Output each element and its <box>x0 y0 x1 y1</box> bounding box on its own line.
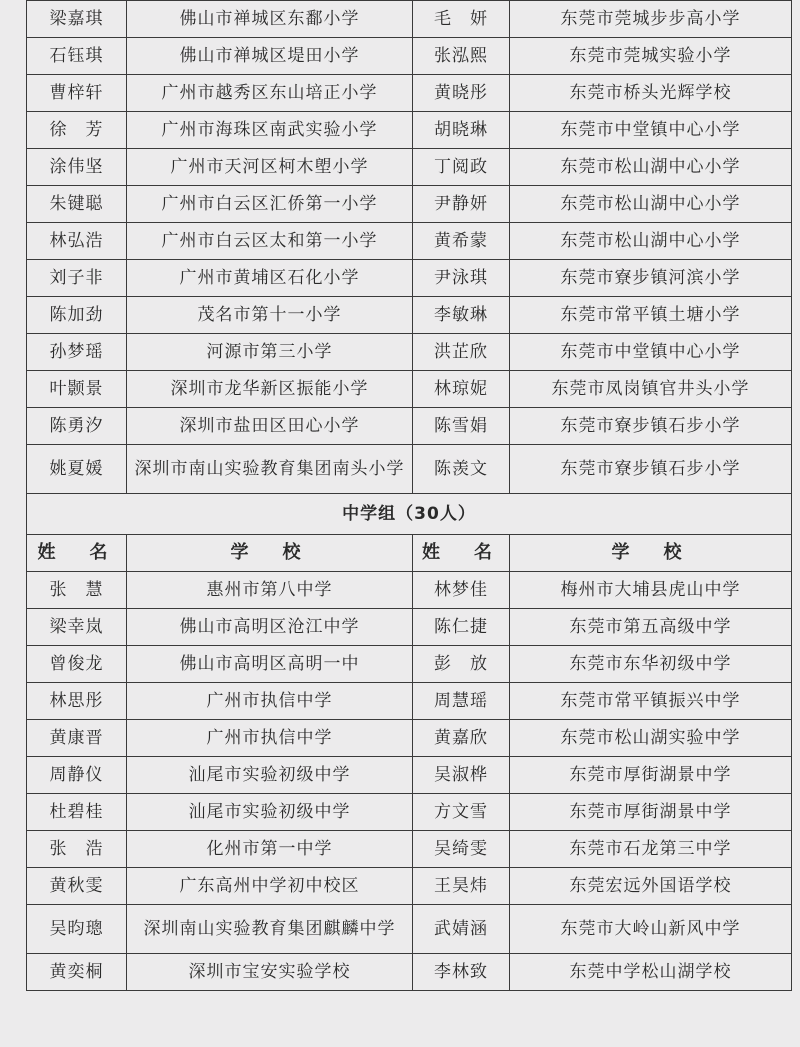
student-name-cell: 刘子非 <box>27 260 127 297</box>
student-name-cell: 陈加劲 <box>27 297 127 334</box>
school-name-cell: 东莞市第五高级中学 <box>510 609 792 646</box>
table-row <box>27 408 792 445</box>
table-row <box>27 757 792 794</box>
table-row <box>27 646 792 683</box>
school-name-cell: 东莞市松山湖中心小学 <box>510 149 792 186</box>
table-row <box>27 868 792 905</box>
school-name-cell: 广东高州中学初中校区 <box>127 868 413 905</box>
student-name-cell: 林思彤 <box>27 683 127 720</box>
student-name-cell: 陈雪娟 <box>413 408 510 445</box>
table-row <box>27 149 792 186</box>
table-row <box>27 334 792 371</box>
school-name-cell: 东莞市莞城步步高小学 <box>510 1 792 38</box>
school-name-cell: 东莞宏远外国语学校 <box>510 868 792 905</box>
table-row <box>27 260 792 297</box>
school-name-cell: 广州市黄埔区石化小学 <box>127 260 413 297</box>
student-name-cell: 陈仁捷 <box>413 609 510 646</box>
school-name-cell: 东莞市莞城实验小学 <box>510 38 792 75</box>
student-name-cell: 方文雪 <box>413 794 510 831</box>
school-name-cell: 广州市海珠区南武实验小学 <box>127 112 413 149</box>
table-row <box>27 609 792 646</box>
student-name-cell: 黄康晋 <box>27 720 127 757</box>
school-name-cell: 东莞市桥头光辉学校 <box>510 75 792 112</box>
school-name-cell: 东莞市寮步镇石步小学 <box>510 445 792 494</box>
middle-group-rows <box>27 572 792 991</box>
school-name-cell: 东莞市大岭山新风中学 <box>510 905 792 954</box>
student-name-cell: 胡晓琳 <box>413 112 510 149</box>
student-name-cell: 涂伟坚 <box>27 149 127 186</box>
student-name-cell: 黄秋雯 <box>27 868 127 905</box>
student-name-cell: 李敏琳 <box>413 297 510 334</box>
school-name-cell: 广州市执信中学 <box>127 683 413 720</box>
school-name-cell: 广州市白云区太和第一小学 <box>127 223 413 260</box>
school-name-cell: 深圳市龙华新区振能小学 <box>127 371 413 408</box>
student-name-cell: 杜碧桂 <box>27 794 127 831</box>
school-name-cell: 东莞市厚街湖景中学 <box>510 794 792 831</box>
student-name-cell: 林琼妮 <box>413 371 510 408</box>
student-name-cell: 朱键聪 <box>27 186 127 223</box>
school-name-cell: 东莞市松山湖中心小学 <box>510 223 792 260</box>
student-name-cell: 石钰琪 <box>27 38 127 75</box>
school-name-cell: 佛山市禅城区堤田小学 <box>127 38 413 75</box>
school-name-cell: 深圳南山实验教育集团麒麟中学 <box>127 905 413 954</box>
school-name-cell: 茂名市第十一小学 <box>127 297 413 334</box>
student-name-cell: 黄希蒙 <box>413 223 510 260</box>
school-name-cell: 梅州市大埔县虎山中学 <box>510 572 792 609</box>
school-name-cell: 广州市天河区柯木塱小学 <box>127 149 413 186</box>
student-name-cell: 陈羡文 <box>413 445 510 494</box>
student-name-cell: 尹静妍 <box>413 186 510 223</box>
table-row <box>27 297 792 334</box>
student-name-cell: 张泓熙 <box>413 38 510 75</box>
school-name-cell: 东莞市凤岗镇官井头小学 <box>510 371 792 408</box>
table-row <box>27 831 792 868</box>
student-name-cell: 徐 芳 <box>27 112 127 149</box>
table-row <box>27 75 792 112</box>
school-name-cell: 佛山市高明区高明一中 <box>127 646 413 683</box>
school-name-cell: 东莞市中堂镇中心小学 <box>510 334 792 371</box>
school-name-cell: 东莞市中堂镇中心小学 <box>510 112 792 149</box>
table-row <box>27 223 792 260</box>
school-name-cell: 东莞市东华初级中学 <box>510 646 792 683</box>
student-name-cell: 曾俊龙 <box>27 646 127 683</box>
table-row <box>27 112 792 149</box>
school-name-cell: 化州市第一中学 <box>127 831 413 868</box>
student-name-cell: 彭 放 <box>413 646 510 683</box>
header-school-right: 学 校 <box>510 535 792 572</box>
student-name-cell: 梁幸岚 <box>27 609 127 646</box>
table-row <box>27 445 792 494</box>
school-name-cell: 佛山市禅城区东鄱小学 <box>127 1 413 38</box>
student-name-cell: 周静仪 <box>27 757 127 794</box>
student-name-cell: 吴昀璁 <box>27 905 127 954</box>
school-name-cell: 广州市执信中学 <box>127 720 413 757</box>
student-name-cell: 林弘浩 <box>27 223 127 260</box>
table-row <box>27 38 792 75</box>
student-name-cell: 孙梦瑶 <box>27 334 127 371</box>
student-name-cell: 叶颢景 <box>27 371 127 408</box>
school-name-cell: 东莞市松山湖中心小学 <box>510 186 792 223</box>
header-name-right: 姓 名 <box>413 535 510 572</box>
school-name-cell: 广州市越秀区东山培正小学 <box>127 75 413 112</box>
primary-group-rows <box>27 1 792 494</box>
student-name-cell: 周慧瑶 <box>413 683 510 720</box>
student-name-cell: 吴淑桦 <box>413 757 510 794</box>
school-name-cell: 东莞市松山湖实验中学 <box>510 720 792 757</box>
table-row <box>27 905 792 954</box>
school-name-cell: 汕尾市实验初级中学 <box>127 757 413 794</box>
school-name-cell: 东莞市常平镇土塘小学 <box>510 297 792 334</box>
student-name-cell: 林梦佳 <box>413 572 510 609</box>
table-row <box>27 794 792 831</box>
table-row <box>27 720 792 757</box>
column-header-row <box>27 535 792 572</box>
header-school-left: 学 校 <box>127 535 413 572</box>
student-name-cell: 姚夏媛 <box>27 445 127 494</box>
student-name-cell: 毛 妍 <box>413 1 510 38</box>
table-row <box>27 683 792 720</box>
school-name-cell: 广州市白云区汇侨第一小学 <box>127 186 413 223</box>
school-name-cell: 东莞市寮步镇石步小学 <box>510 408 792 445</box>
school-name-cell: 佛山市高明区沧江中学 <box>127 609 413 646</box>
school-name-cell: 深圳市南山实验教育集团南头小学 <box>127 445 413 494</box>
student-name-cell: 武婧涵 <box>413 905 510 954</box>
award-roster-table <box>26 0 792 991</box>
school-name-cell: 东莞市石龙第三中学 <box>510 831 792 868</box>
table-row <box>27 371 792 408</box>
student-name-cell: 尹泳琪 <box>413 260 510 297</box>
student-name-cell: 王昊炜 <box>413 868 510 905</box>
student-name-cell: 梁嘉琪 <box>27 1 127 38</box>
school-name-cell: 惠州市第八中学 <box>127 572 413 609</box>
header-name-left: 姓 名 <box>27 535 127 572</box>
school-name-cell: 东莞市寮步镇河滨小学 <box>510 260 792 297</box>
table-row <box>27 186 792 223</box>
student-name-cell: 吴绮雯 <box>413 831 510 868</box>
table-row <box>27 954 792 991</box>
student-name-cell: 黄奕桐 <box>27 954 127 991</box>
school-name-cell: 深圳市盐田区田心小学 <box>127 408 413 445</box>
student-name-cell: 李林致 <box>413 954 510 991</box>
table-row <box>27 1 792 38</box>
school-name-cell: 东莞市常平镇振兴中学 <box>510 683 792 720</box>
student-name-cell: 黄嘉欣 <box>413 720 510 757</box>
table-row <box>27 572 792 609</box>
student-name-cell: 陈勇汐 <box>27 408 127 445</box>
school-name-cell: 深圳市宝安实验学校 <box>127 954 413 991</box>
student-name-cell: 洪芷欣 <box>413 334 510 371</box>
section-title-middle-school: 中学组（30人） <box>27 494 792 535</box>
school-name-cell: 东莞中学松山湖学校 <box>510 954 792 991</box>
student-name-cell: 黄晓彤 <box>413 75 510 112</box>
school-name-cell: 河源市第三小学 <box>127 334 413 371</box>
student-name-cell: 张 慧 <box>27 572 127 609</box>
student-name-cell: 曹梓轩 <box>27 75 127 112</box>
student-name-cell: 张 浩 <box>27 831 127 868</box>
section-heading-row <box>27 494 792 535</box>
student-name-cell: 丁阅政 <box>413 149 510 186</box>
school-name-cell: 汕尾市实验初级中学 <box>127 794 413 831</box>
school-name-cell: 东莞市厚街湖景中学 <box>510 757 792 794</box>
